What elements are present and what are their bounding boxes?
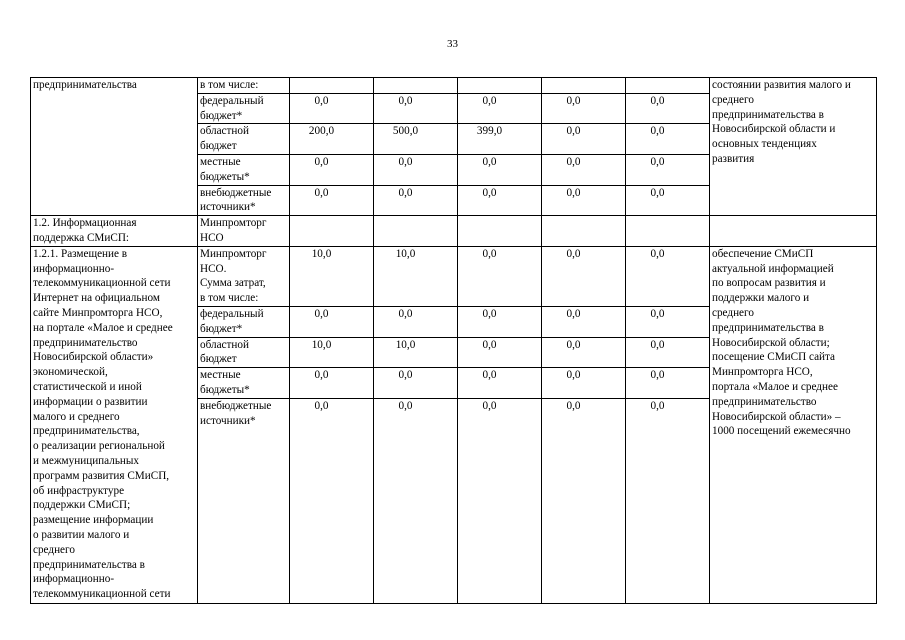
value-cell: 0,0 xyxy=(542,337,626,368)
value-cell: 0,0 xyxy=(374,398,458,603)
value-cell: 0,0 xyxy=(374,154,458,185)
value-cell: 0,0 xyxy=(626,337,710,368)
value-cell: 0,0 xyxy=(626,154,710,185)
value-cell: 0,0 xyxy=(290,398,374,603)
value-cell: 0,0 xyxy=(626,124,710,155)
value-cell: 200,0 xyxy=(290,124,374,155)
value-cell: 0,0 xyxy=(542,246,626,306)
value-cell: 0,0 xyxy=(374,306,458,337)
program-activities-table xyxy=(30,77,877,604)
value-cell: 0,0 xyxy=(542,306,626,337)
expected-result-cell: обеспечение СМиСП актуальной информацией по вопросам развития и поддержки малого и среднего предпринимательства в Новосибирской области; посещение СМиСП сайта Минпромторга НСО, портала «Малое и среднее предпринимательство Новосибирской области» – 1000 посещений ежемесячно xyxy=(710,246,877,603)
funding-source-cell: местные бюджеты* xyxy=(198,368,290,399)
expected-result-cell: состоянии развития малого и среднего предпринимательства в Новосибирской области и основных тенденциях развития xyxy=(710,78,877,216)
value-cell: 0,0 xyxy=(626,93,710,124)
value-cell xyxy=(542,216,626,247)
value-cell: 0,0 xyxy=(458,154,542,185)
activity-name-cell: 1.2. Информационная поддержка СМиСП: xyxy=(31,216,198,247)
value-cell: 10,0 xyxy=(290,337,374,368)
value-cell: 0,0 xyxy=(542,398,626,603)
funding-source-cell: в том числе: xyxy=(198,78,290,94)
value-cell: 10,0 xyxy=(374,246,458,306)
value-cell xyxy=(542,78,626,94)
value-cell: 0,0 xyxy=(290,185,374,216)
value-cell: 0,0 xyxy=(626,185,710,216)
value-cell xyxy=(458,216,542,247)
value-cell: 0,0 xyxy=(290,368,374,399)
value-cell: 0,0 xyxy=(626,246,710,306)
value-cell: 0,0 xyxy=(542,154,626,185)
activity-name-cell: 1.2.1. Размещение в информационно- телекоммуникационной сети Интернет на официальном сайте Минпромторга НСО, на портале «Малое и среднее предпринимательство Новосибирской области» экономической, статистической и иной информации о развитии малого и среднего предпринимательства, о реализации региональной и межмуниципальных программ развития СМиСП, об инфраструктуре поддержки СМиСП; размещение информации о развитии малого и среднего предпринимательства в информационно- телекоммуникационной сети xyxy=(31,246,198,603)
activity-name-cell: предпринимательства xyxy=(31,78,198,216)
value-cell: 0,0 xyxy=(374,93,458,124)
value-cell: 0,0 xyxy=(458,246,542,306)
value-cell: 0,0 xyxy=(626,368,710,399)
funding-source-cell: областной бюджет xyxy=(198,337,290,368)
value-cell: 0,0 xyxy=(626,398,710,603)
value-cell xyxy=(290,216,374,247)
value-cell: 0,0 xyxy=(542,93,626,124)
value-cell: 0,0 xyxy=(374,185,458,216)
value-cell xyxy=(626,78,710,94)
expected-result-cell xyxy=(710,216,877,247)
value-cell: 0,0 xyxy=(626,306,710,337)
value-cell: 0,0 xyxy=(458,337,542,368)
value-cell xyxy=(374,78,458,94)
value-cell: 0,0 xyxy=(458,185,542,216)
funding-source-cell: местные бюджеты* xyxy=(198,154,290,185)
value-cell: 10,0 xyxy=(374,337,458,368)
page-number: 33 xyxy=(447,38,458,50)
value-cell: 0,0 xyxy=(290,154,374,185)
funding-source-cell: федеральный бюджет* xyxy=(198,306,290,337)
value-cell xyxy=(626,216,710,247)
funding-source-cell: Минпромторг НСО. Сумма затрат, в том числе: xyxy=(198,246,290,306)
value-cell: 0,0 xyxy=(290,93,374,124)
value-cell: 0,0 xyxy=(458,368,542,399)
value-cell: 0,0 xyxy=(458,93,542,124)
funding-source-cell: областной бюджет xyxy=(198,124,290,155)
value-cell: 0,0 xyxy=(458,398,542,603)
value-cell xyxy=(290,78,374,94)
value-cell: 0,0 xyxy=(374,368,458,399)
value-cell: 399,0 xyxy=(458,124,542,155)
table-row xyxy=(31,78,877,94)
value-cell: 0,0 xyxy=(542,124,626,155)
funding-source-cell: внебюджетные источники* xyxy=(198,185,290,216)
table-row xyxy=(31,216,877,247)
value-cell: 0,0 xyxy=(290,306,374,337)
table-row xyxy=(31,246,877,306)
value-cell: 500,0 xyxy=(374,124,458,155)
value-cell xyxy=(374,216,458,247)
value-cell: 0,0 xyxy=(458,306,542,337)
value-cell xyxy=(458,78,542,94)
funding-source-cell: федеральный бюджет* xyxy=(198,93,290,124)
value-cell: 0,0 xyxy=(542,368,626,399)
executor-cell: Минпромторг НСО xyxy=(198,216,290,247)
funding-source-cell: внебюджетные источники* xyxy=(198,398,290,603)
value-cell: 10,0 xyxy=(290,246,374,306)
value-cell: 0,0 xyxy=(542,185,626,216)
